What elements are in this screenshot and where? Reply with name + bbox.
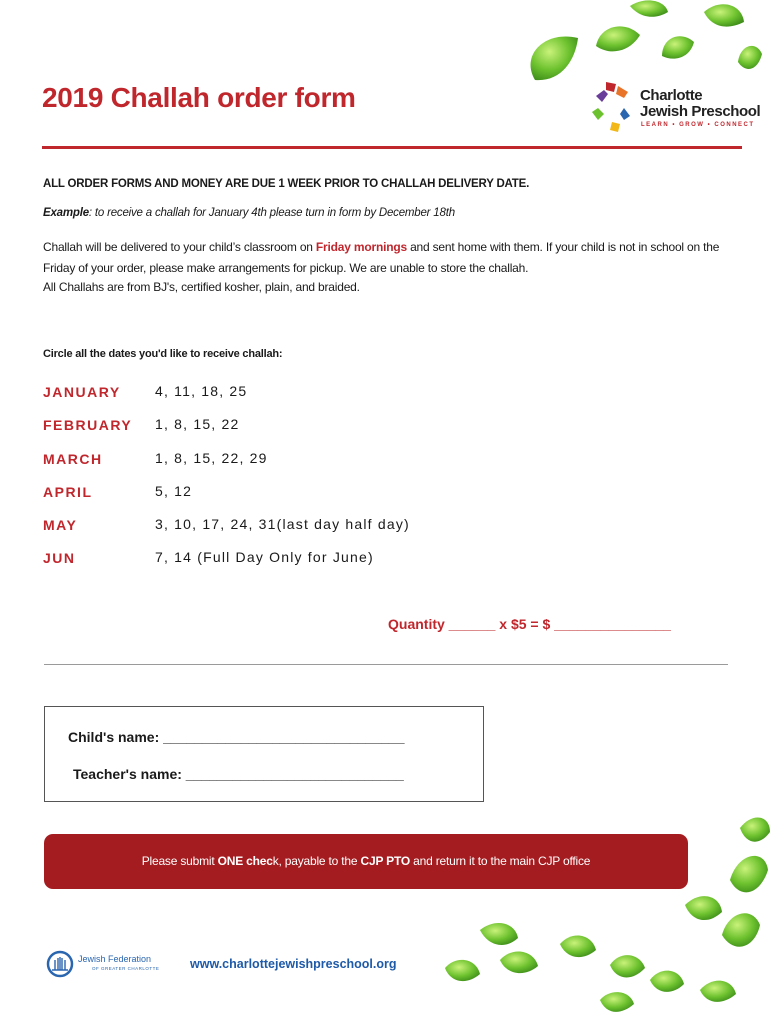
month-dates: 1, 8, 15, 22, 29 xyxy=(155,450,268,466)
delivery-paragraph: Challah will be delivered to your child’s classroom on Friday mornings and sent home with them. If your child is not in school on the Friday of your order, please make arrangements for pickup. We are unable to store the challah. xyxy=(43,240,720,275)
month-dates: 4, 11, 18, 25 xyxy=(155,383,248,399)
month-dates: 5, 12 xyxy=(155,483,193,499)
name-box xyxy=(44,706,484,802)
child-name-field[interactable]: Child's name: _______________________________ xyxy=(68,729,405,745)
month-label: MARCH xyxy=(43,451,103,467)
quantity-line[interactable]: Quantity ______ x $5 = $ _______________ xyxy=(388,616,671,632)
federation-sub: OF GREATER CHARLOTTE xyxy=(92,966,160,971)
federation-logo-icon xyxy=(46,948,146,980)
example-note: Example: to receive a challah for January 4th please turn in form by December 18th xyxy=(43,207,455,219)
month-label: JUN xyxy=(43,550,76,566)
page-title: 2019 Challah order form xyxy=(42,82,356,113)
teacher-name-field[interactable]: Teacher's name: ____________________________ xyxy=(73,766,404,782)
circle-dates-label: Circle all the dates you'd like to receive challah: xyxy=(43,348,283,360)
month-label: MAY xyxy=(43,517,78,533)
month-label: JANUARY xyxy=(43,384,121,400)
submit-instructions: Please submit ONE check, payable to the CJP PTO and return it to the main CJP office xyxy=(141,854,591,868)
due-notice: ALL ORDER FORMS AND MONEY ARE DUE 1 WEEK PRIOR TO CHALLAH DELIVERY DATE. xyxy=(43,178,530,190)
website-link[interactable]: www.charlottejewishpreschool.org xyxy=(190,957,397,971)
section-divider xyxy=(44,664,728,665)
month-dates: 1, 8, 15, 22 xyxy=(155,416,240,432)
logo-tagline: LEARN • GROW • CONNECT xyxy=(641,122,755,128)
month-dates: 3, 10, 17, 24, 31(last day half day) xyxy=(155,516,410,532)
title-divider xyxy=(42,146,742,149)
logo-name: Charlotte Jewish Preschool xyxy=(640,87,761,120)
month-label: FEBRUARY xyxy=(43,417,133,433)
challah-info: All Challahs are from BJ's, certified kosher, plain, and braided. xyxy=(43,280,360,294)
federation-name: Jewish Federation xyxy=(78,954,152,964)
month-label: APRIL xyxy=(43,484,93,500)
month-dates: 7, 14 (Full Day Only for June) xyxy=(155,549,374,565)
